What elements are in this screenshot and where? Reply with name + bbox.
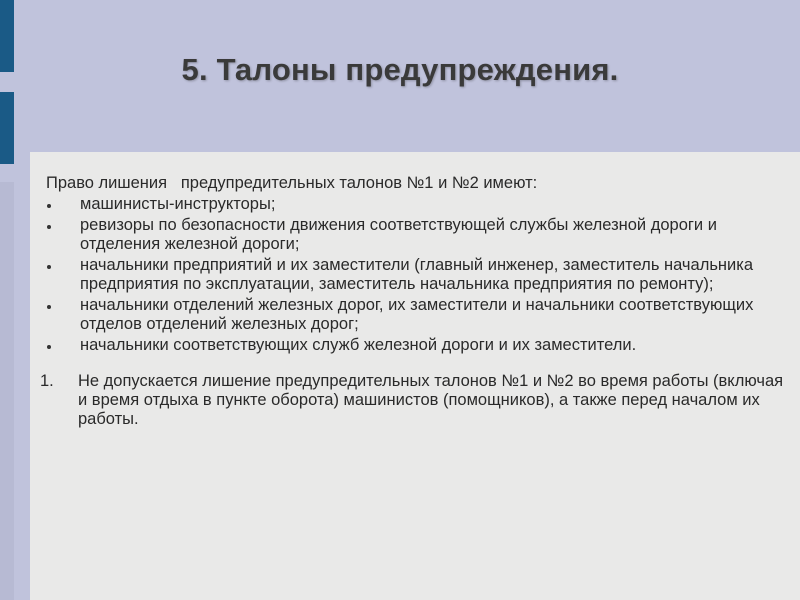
bullet-dot-icon bbox=[47, 225, 51, 229]
content-panel bbox=[30, 152, 800, 600]
bullet-dot-icon bbox=[47, 305, 51, 309]
intro-text: Право лишения предупредительных талонов №1 и №2 имеют: bbox=[46, 174, 538, 192]
accent-bar-middle bbox=[0, 92, 14, 164]
list-item bbox=[46, 336, 786, 355]
list-item bbox=[46, 216, 786, 254]
numbered-item-text: Не допускается лишение предупредительных талонов №1 и №2 во время работы (включая и время отдыха в пункте оборота) машинистов (помощников), а также перед началом их работы. bbox=[78, 372, 784, 428]
list-item-text: начальники соответствующих служб железной дороги и их заместители. bbox=[80, 336, 637, 354]
accent-bar-bottom bbox=[0, 182, 14, 600]
list-item-text: начальники предприятий и их заместители (главный инженер, заместитель начальника предприятия по эксплуатации, заместитель начальника предприятия по ремонту); bbox=[80, 256, 754, 293]
bullet-dot-icon bbox=[47, 265, 51, 269]
list-item-text: начальники отделений железных дорог, их заместители и начальники соответствующих отделов отделений железных дорог; bbox=[80, 296, 754, 333]
slide-title: 5. Талоны предупреждения. bbox=[181, 52, 619, 87]
list-item bbox=[46, 195, 786, 214]
list-item bbox=[46, 296, 786, 334]
list-item-text: ревизоры по безопасности движения соответствующей службы железной дороги и отделения железной дороги; bbox=[80, 216, 717, 253]
bullet-list bbox=[46, 195, 786, 355]
item-number: 1. bbox=[40, 372, 54, 390]
bullet-dot-icon bbox=[47, 345, 51, 349]
list-item-text: машинисты-инструкторы; bbox=[80, 195, 276, 213]
slide-content bbox=[40, 174, 786, 429]
numbered-item bbox=[40, 372, 786, 429]
list-item bbox=[46, 256, 786, 294]
bullet-dot-icon bbox=[47, 204, 51, 208]
